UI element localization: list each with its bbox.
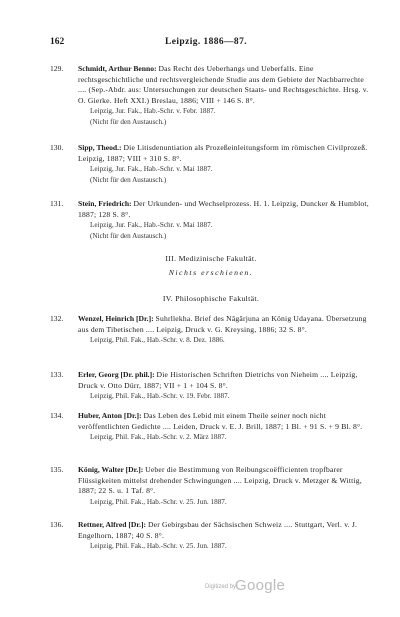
entry-body <box>78 370 372 402</box>
entry-body <box>78 411 372 443</box>
section-heading-medical: III. Medizinische Fakultät. <box>165 254 257 263</box>
bibliography-entry <box>50 199 372 241</box>
author-name: Rettner, Alfred [Dr.]: <box>78 520 147 529</box>
author-name: Schmidt, Arthur Benno: <box>78 64 157 73</box>
entry-number: 132. <box>50 314 64 323</box>
bibliography-entry <box>50 143 372 185</box>
author-name: Erler, Georg [Dr. phil.]: <box>78 370 155 379</box>
section-note: Nichts erschienen. <box>168 268 254 277</box>
entry-note: Leipzig, Phil. Fak., Hab.-Schr. v. 25. Jun. 1887. <box>90 542 227 551</box>
author-name: Huber, Anton [Dr.]: <box>78 411 142 420</box>
entry-title: Das Recht des Ueberhangs und Ueberfalls. Eine rechtsgeschichtliche und rechtsvergleichende Studie aus dem Gebiete der Nachbarrechte .... (Sep.-Abdr. aus: Untersuchungen zur deutschen Staats- und Rechtsgeschichte. Hrsg. v. O. Gierke. Heft XXI.) Breslau, 1886; VIII + 146 S. 8°. <box>78 64 369 105</box>
entry-number: 136. <box>50 520 64 529</box>
entry-number: 130. <box>50 143 64 152</box>
author-name: Wenzel, Heinrich [Dr.]: <box>78 314 154 323</box>
bibliography-entry <box>50 520 372 552</box>
entry-number: 131. <box>50 199 64 208</box>
bibliography-entry <box>50 411 372 443</box>
entry-note: Leipzig, Jur. Fak., Hab.-Schr. v. Febr. 1887. <box>90 107 216 116</box>
entry-title: Das Leben des Lebid mit einem Theile seiner noch nicht veröffentlichten Gedichte .... Leiden, Druck v. E. J. Brill, 1887; 1 Bl. + 91 S. + 9 Bl. 8°. <box>78 411 363 431</box>
page-number: 162 <box>50 37 65 47</box>
entry-note: Leipzig, Jur. Fak., Hab.-Schr. v. Mai 1887. <box>90 165 213 174</box>
entry-body <box>78 64 372 128</box>
entry-body <box>78 520 372 552</box>
bibliography-entry <box>50 64 372 128</box>
entry-body <box>78 143 372 185</box>
bibliography-entry <box>50 314 372 346</box>
entry-note: (Nicht für den Austausch.) <box>90 117 167 126</box>
entry-number: 134. <box>50 411 64 420</box>
entry-number: 129. <box>50 64 64 73</box>
google-logo: Google <box>235 577 286 594</box>
entry-title: Ueber die Bestimmung von Reibungscoëfficienten tropfbarer Flüssigkeiten mittelst drehender Schwingungen .... Leipzig, Druck v. Metzger & Wittig, 1887; 22 S. u. 1 Taf. 8°. <box>78 465 362 496</box>
bibliography-entry <box>50 465 372 507</box>
google-watermark <box>205 577 325 597</box>
entry-note: Leipzig, Phil. Fak., Hab.-Schr. v. 8. Dez. 1886. <box>90 336 225 345</box>
entry-title: Der Gebirgsbau der Sächsischen Schweiz .... Stuttgart, Verl. v. J. Engelhorn, 1887; 40 S. 8°. <box>78 520 358 540</box>
entry-note: (Nicht für den Austausch.) <box>90 231 167 240</box>
author-name: Sipp, Theod.: <box>78 143 122 152</box>
entry-title: Suhrllekha. Brief des Nâgârjuna an König Udayana. Übersetzung aus dem Tibetischen .... Leipzig, Druck v. G. Kreysing, 1886; 32 S. 8°. <box>78 314 367 334</box>
entry-title: Die Litisdenuntiation als Prozeßeinleitungsform im römischen Civilprozeß. Leipzig, 1887; VIII + 310 S. 8°. <box>78 143 368 163</box>
entry-body <box>78 465 372 507</box>
entry-note: Leipzig, Jur. Fak., Hab.-Schr. v. Mai 1887. <box>90 221 213 230</box>
page-header <box>50 37 372 51</box>
entry-note: Leipzig, Phil. Fak., Hab.-Schr. v. 19. Febr. 1887. <box>90 392 230 401</box>
author-name: Stein, Friedrich: <box>78 199 132 208</box>
entry-number: 135. <box>50 465 64 474</box>
section-heading-philosophy: IV. Philosophische Fakultät. <box>162 294 260 303</box>
entry-title: Der Urkunden- und Wechselprozess. H. 1. Leipzig, Duncker & Humblot, 1887; 128 S. 8°. <box>78 199 369 219</box>
watermark-caption: Digitized by <box>205 584 237 590</box>
entry-number: 133. <box>50 370 64 379</box>
entry-note: Leipzig, Phil. Fak., Hab.-Schr. v. 25. Jun. 1887. <box>90 497 227 506</box>
entry-body <box>78 314 372 346</box>
entry-title: Die Historischen Schriften Dietrichs von Nieheim .... Leipzig, Druck v. Otto Dürr, 1887; VII + 1 + 104 S. 8°. <box>78 370 358 390</box>
entry-body <box>78 199 372 241</box>
entry-note: (Nicht für den Austausch.) <box>90 175 167 184</box>
author-name: König, Walter [Dr.]: <box>78 465 144 474</box>
entry-note: Leipzig, Phil. Fak., Hab.-Schr. v. 2. März 1887. <box>90 433 227 442</box>
running-title: Leipzig. 1886—87. <box>165 37 248 47</box>
bibliography-entry <box>50 370 372 402</box>
